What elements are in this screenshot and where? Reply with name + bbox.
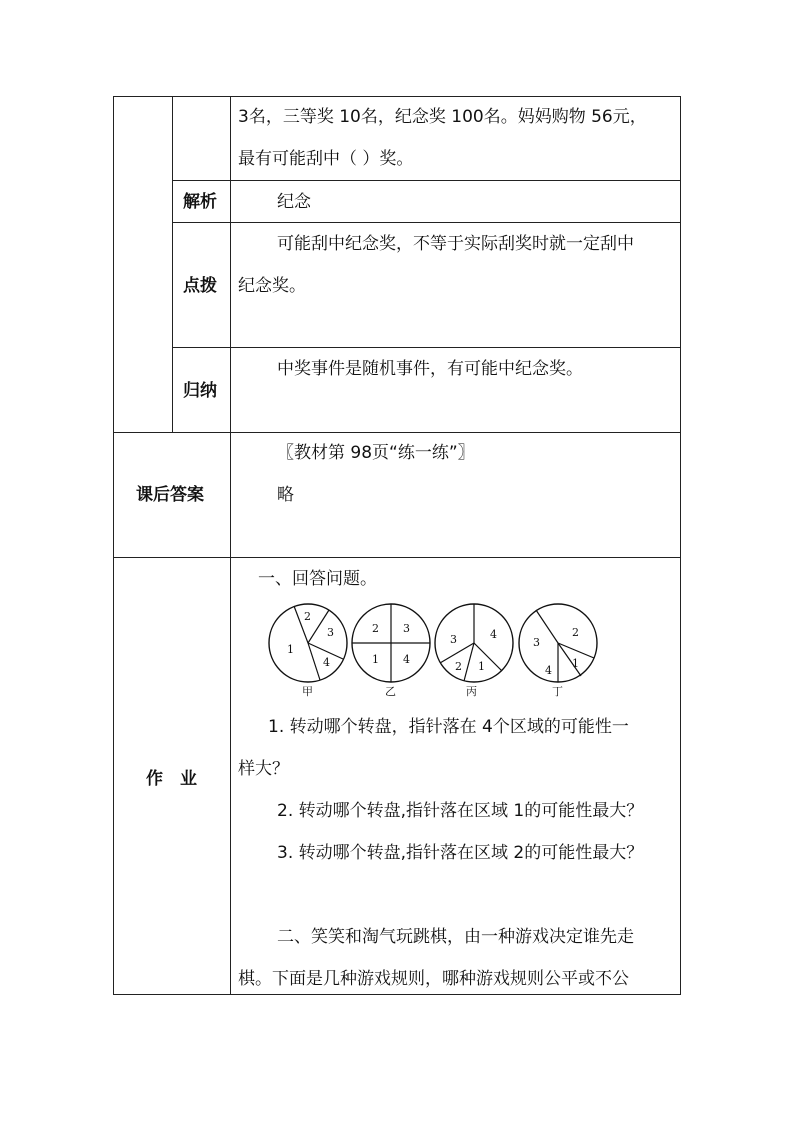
summary-label: 归纳 <box>183 381 217 401</box>
spinner-name: 甲 <box>302 685 313 698</box>
spinner-region-label: 2 <box>304 610 311 623</box>
spinner-region-label: 1 <box>287 643 294 656</box>
spinner-name: 乙 <box>385 685 396 698</box>
spinner-region-label: 4 <box>403 653 410 666</box>
homework-question-line: 1. 转动哪个转盘，指针落在 4个区域的可能性一 <box>268 717 629 737</box>
after-class-label: 课后答案 <box>136 485 204 505</box>
question-text-line: 3名，三等奖 10名，纪念奖 100名。妈妈购物 56元， <box>238 107 647 127</box>
spinner-region-label: 2 <box>372 622 379 635</box>
spinner-region-label: 2 <box>572 626 579 639</box>
tip-text-line: 纪念奖。 <box>238 276 306 296</box>
summary-text: 中奖事件是随机事件，有可能中纪念奖。 <box>277 359 583 379</box>
row-divider <box>172 347 681 348</box>
spinner-jia <box>269 604 347 698</box>
homework-section-title: 二、笑笑和淘气玩跳棋，由一种游戏决定谁先走 <box>277 927 634 947</box>
spinner-region-label: 1 <box>572 657 579 670</box>
row-divider <box>172 180 681 181</box>
analysis-text: 纪念 <box>277 192 311 212</box>
homework-section-text-line: 棋。下面是几种游戏规则，哪种游戏规则公平或不公 <box>238 969 629 989</box>
spinner-bing <box>435 604 513 698</box>
spinner-region-label: 2 <box>455 660 462 673</box>
question-text-line: 最有可能刮中（ ）奖。 <box>238 149 414 169</box>
after-class-text-line: 〖教材第 98页“练一练”〗 <box>277 443 475 463</box>
spinner-name: 丙 <box>466 685 477 698</box>
spinner-region-label: 4 <box>490 628 497 641</box>
row-divider <box>113 557 681 558</box>
spinner-figure <box>268 603 608 701</box>
spinner-yi <box>352 604 430 698</box>
spinner-region-label: 3 <box>327 626 334 639</box>
spinner-region-label: 4 <box>545 664 552 677</box>
homework-question-line: 2. 转动哪个转盘,指针落在区域 1的可能性最大？ <box>277 801 644 821</box>
homework-label: 作 业 <box>146 769 197 789</box>
homework-question-line: 3. 转动哪个转盘,指针落在区域 2的可能性最大？ <box>277 843 644 863</box>
homework-question-line: 样大？ <box>238 759 289 779</box>
spinner-region-label: 1 <box>478 660 485 673</box>
column-divider-inner <box>172 96 173 432</box>
homework-section-title: 一、回答问题。 <box>258 569 377 589</box>
tip-label: 点拨 <box>183 276 217 296</box>
spinner-region-label: 3 <box>533 636 540 649</box>
after-class-text-line: 略 <box>277 485 294 505</box>
analysis-label: 解析 <box>183 192 217 212</box>
spinner-ding <box>519 604 597 698</box>
spinner-name: 丁 <box>552 685 563 698</box>
spinner-region-label: 1 <box>372 653 379 666</box>
row-divider <box>113 432 681 433</box>
spinner-region-label: 3 <box>403 622 410 635</box>
row-divider <box>172 222 681 223</box>
spinner-region-label: 4 <box>323 656 330 669</box>
tip-text-line: 可能刮中纪念奖，不等于实际刮奖时就一定刮中 <box>277 234 634 254</box>
column-divider-main <box>230 96 231 995</box>
spinner-region-label: 3 <box>450 633 457 646</box>
